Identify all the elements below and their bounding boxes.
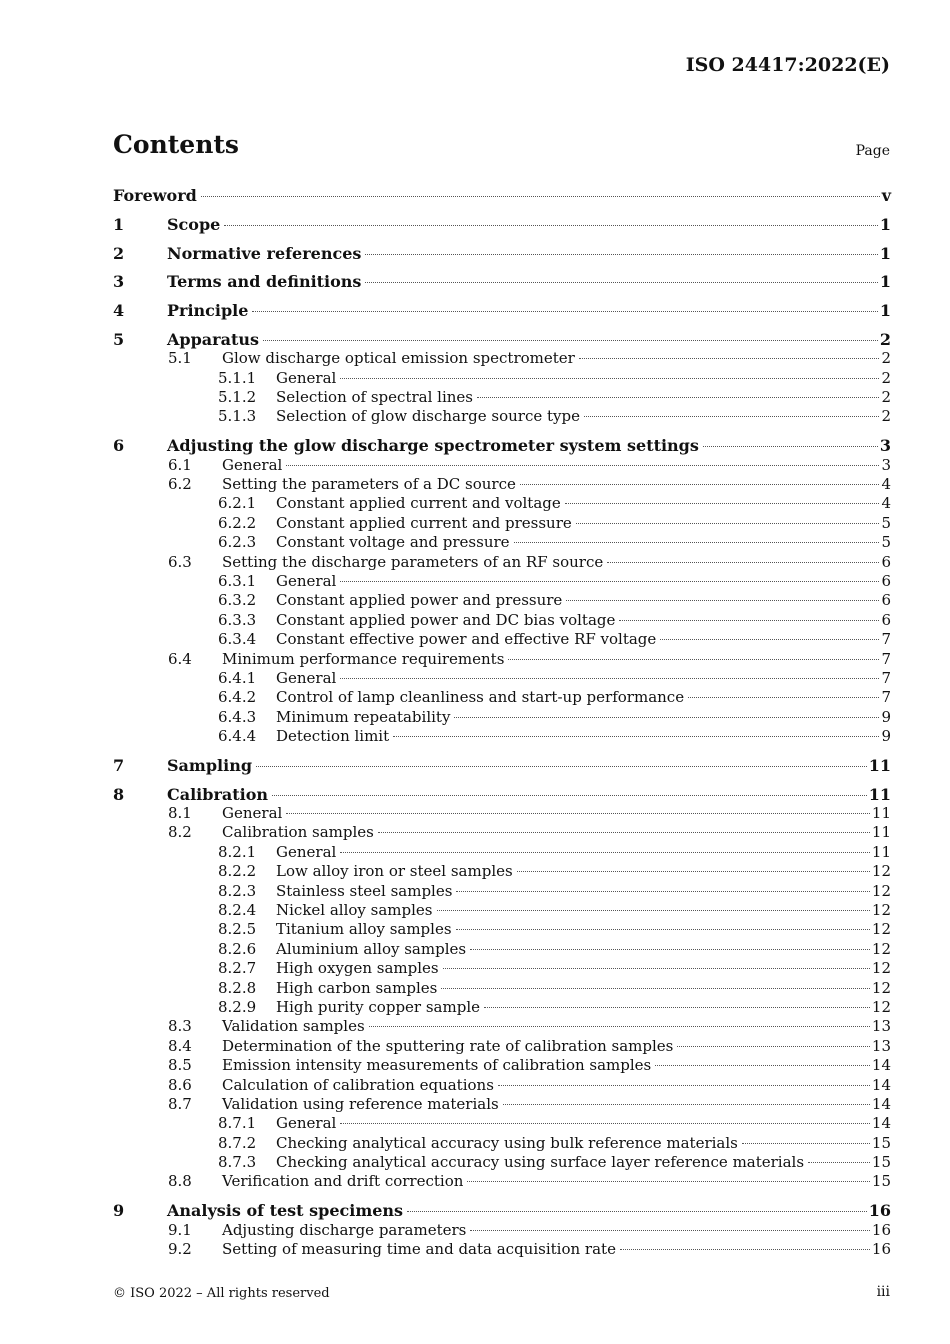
- dot-leader: [470, 1229, 870, 1231]
- toc-entry[interactable]: [113, 407, 891, 426]
- copyright-notice: © ISO 2022 – All rights reserved: [113, 1286, 330, 1301]
- toc-entry[interactable]: [113, 708, 891, 727]
- toc-entry[interactable]: [113, 1095, 891, 1114]
- toc-entry-page: 14: [871, 1075, 891, 1094]
- dot-leader: [808, 1161, 870, 1163]
- dot-leader: [655, 1064, 870, 1066]
- toc-entry-title: Normative references: [167, 243, 362, 263]
- toc-entry-page: 9: [881, 707, 891, 726]
- toc-entry-title: Scope: [167, 214, 221, 234]
- toc-entry-page: 7: [881, 649, 891, 668]
- table-of-contents: [113, 186, 891, 1259]
- dot-leader: [467, 1180, 870, 1182]
- toc-entry[interactable]: [113, 301, 891, 320]
- toc-entry-page: 4: [881, 494, 891, 513]
- toc-entry-title: Minimum performance requirements: [222, 649, 505, 668]
- dot-leader: [456, 890, 869, 892]
- toc-entry-number: 5.1.1: [218, 368, 257, 387]
- toc-entry-page: 1: [879, 301, 891, 321]
- toc-entry-title: Sampling: [167, 755, 253, 775]
- toc-entry-number: 5.1: [168, 349, 192, 368]
- toc-entry[interactable]: [113, 959, 891, 978]
- page-number: iii: [876, 1284, 890, 1300]
- dot-leader: [454, 716, 879, 718]
- dot-leader: [677, 1045, 870, 1047]
- toc-entry[interactable]: [113, 1201, 891, 1220]
- toc-entry-number: 8.2.2: [218, 862, 257, 881]
- toc-entry-title: Control of lamp cleanliness and start-up performance: [276, 688, 685, 707]
- toc-entry-title: General: [222, 455, 283, 474]
- toc-entry-page: 16: [871, 1240, 891, 1259]
- toc-entry-number: 6.4.3: [218, 707, 257, 726]
- toc-entry[interactable]: [113, 804, 891, 823]
- toc-entry-number: 6.3.3: [218, 610, 257, 629]
- toc-entry-title: General: [276, 368, 337, 387]
- toc-entry-page: v: [881, 186, 891, 205]
- toc-entry-number: 2: [113, 243, 125, 263]
- toc-entry-number: 6.1: [168, 455, 192, 474]
- toc-entry-page: 1: [879, 214, 891, 234]
- toc-entry-title: Adjusting the glow discharge spectrometer system settings: [167, 436, 699, 456]
- dot-leader: [365, 281, 877, 283]
- toc-entry-title: Calibration samples: [222, 823, 374, 842]
- toc-entry-title: Constant effective power and effective RF voltage: [276, 630, 657, 649]
- toc-entry-title: Validation samples: [222, 1017, 365, 1036]
- toc-entry-page: 7: [881, 668, 891, 687]
- toc-entry-number: 9.1: [168, 1220, 192, 1239]
- toc-entry-number: 6.4.1: [218, 668, 257, 687]
- toc-entry[interactable]: [113, 591, 891, 610]
- toc-entry-page: 2: [881, 388, 891, 407]
- toc-entry-number: 8.2.9: [218, 997, 257, 1016]
- dot-leader: [340, 677, 879, 679]
- toc-entry-number: 5.1.2: [218, 388, 257, 407]
- dot-leader: [619, 619, 879, 621]
- toc-entry-title: Setting of measuring time and data acquisition rate: [222, 1240, 616, 1259]
- dot-leader: [477, 396, 879, 398]
- toc-entry[interactable]: [113, 756, 891, 775]
- toc-entry-page: 6: [881, 552, 891, 571]
- toc-entry-number: 5.1.3: [218, 407, 257, 426]
- toc-entry-number: 6.2.3: [218, 533, 257, 552]
- dot-leader: [620, 1248, 870, 1250]
- toc-entry-page: 2: [881, 368, 891, 387]
- toc-entry-title: Aluminium alloy samples: [276, 939, 467, 958]
- toc-entry-number: 6.2: [168, 475, 192, 494]
- toc-entry-number: 6.2.1: [218, 494, 257, 513]
- toc-entry-number: 8: [113, 784, 125, 804]
- toc-entry-page: 11: [868, 755, 891, 775]
- toc-entry[interactable]: [113, 1114, 891, 1133]
- toc-entry[interactable]: [113, 669, 891, 688]
- toc-entry-page: 16: [868, 1201, 891, 1221]
- toc-entry-page: 1: [879, 243, 891, 263]
- toc-entry-page: 6: [881, 571, 891, 590]
- toc-entry[interactable]: [113, 1240, 891, 1259]
- toc-entry[interactable]: [113, 553, 891, 572]
- dot-leader: [443, 967, 870, 969]
- page-column-label: Page: [855, 143, 890, 159]
- toc-entry-number: 8.7.3: [218, 1153, 257, 1172]
- page-title: Contents: [113, 130, 240, 159]
- toc-entry-title: Nickel alloy samples: [276, 901, 433, 920]
- toc-entry-number: 9: [113, 1201, 125, 1221]
- toc-entry-title: Terms and definitions: [167, 272, 362, 292]
- toc-entry-number: 5: [113, 329, 125, 349]
- toc-entry-number: 8.2.6: [218, 939, 257, 958]
- toc-entry-page: 2: [881, 349, 891, 368]
- toc-entry[interactable]: [113, 688, 891, 707]
- dot-leader: [584, 415, 879, 417]
- toc-entry-title: Validation using reference materials: [222, 1094, 499, 1113]
- toc-entry-number: 8.3: [168, 1017, 192, 1036]
- toc-entry-title: Detection limit: [276, 727, 390, 746]
- toc-entry-number: 6.3: [168, 552, 192, 571]
- toc-entry[interactable]: [113, 272, 891, 291]
- toc-entry[interactable]: [113, 244, 891, 263]
- toc-entry-title: Constant applied power and DC bias voltage: [276, 610, 616, 629]
- toc-entry-page: 12: [871, 939, 891, 958]
- toc-entry-number: 4: [113, 301, 125, 321]
- toc-entry-page: 13: [871, 1036, 891, 1055]
- toc-entry-page: 12: [871, 978, 891, 997]
- toc-entry-page: 12: [871, 901, 891, 920]
- toc-entry[interactable]: [113, 436, 891, 455]
- toc-entry-title: Titanium alloy samples: [276, 920, 452, 939]
- toc-entry-title: High carbon samples: [276, 978, 438, 997]
- toc-entry-title: Stainless steel samples: [276, 881, 453, 900]
- toc-entry-number: 8.5: [168, 1056, 192, 1075]
- toc-entry[interactable]: [113, 630, 891, 649]
- toc-entry[interactable]: [113, 494, 891, 513]
- toc-entry[interactable]: [113, 1172, 891, 1191]
- dot-leader: [576, 522, 880, 524]
- toc-entry[interactable]: [113, 1076, 891, 1095]
- toc-entry-number: 8.2.8: [218, 978, 257, 997]
- dot-leader: [514, 541, 880, 543]
- toc-entry[interactable]: [113, 572, 891, 591]
- toc-entry[interactable]: [113, 843, 891, 862]
- toc-entry[interactable]: [113, 920, 891, 939]
- dot-leader: [688, 696, 879, 698]
- toc-entry-page: 11: [868, 784, 891, 804]
- toc-entry-number: 8.2.3: [218, 881, 257, 900]
- toc-entry[interactable]: [113, 862, 891, 881]
- dot-leader: [742, 1142, 870, 1144]
- toc-entry[interactable]: [113, 1037, 891, 1056]
- toc-entry-page: 13: [871, 1017, 891, 1036]
- toc-entry-title: Determination of the sputtering rate of calibration samples: [222, 1036, 674, 1055]
- toc-entry-page: 5: [881, 533, 891, 552]
- toc-entry-page: 14: [871, 1094, 891, 1113]
- toc-entry-title: Minimum repeatability: [276, 707, 451, 726]
- toc-entry-title: Selection of spectral lines: [276, 388, 473, 407]
- toc-entry-title: Verification and drift correction: [222, 1172, 464, 1191]
- toc-entry-title: General: [276, 571, 337, 590]
- toc-entry-title: Checking analytical accuracy using bulk reference materials: [276, 1133, 738, 1152]
- toc-entry-title: General: [276, 1114, 337, 1133]
- toc-entry-number: 8.4: [168, 1036, 192, 1055]
- dot-leader: [607, 561, 879, 563]
- toc-entry-title: Setting the discharge parameters of an RF source: [222, 552, 604, 571]
- dot-leader: [286, 812, 870, 814]
- toc-entry[interactable]: [113, 533, 891, 552]
- toc-entry-number: 6.3.1: [218, 571, 257, 590]
- toc-entry[interactable]: [113, 979, 891, 998]
- dot-leader: [252, 310, 877, 312]
- toc-entry[interactable]: [113, 475, 891, 494]
- dot-leader: [378, 831, 870, 833]
- toc-entry-number: 6.4: [168, 649, 192, 668]
- toc-entry-title: Constant applied current and pressure: [276, 513, 572, 532]
- toc-entry-page: 3: [881, 455, 891, 474]
- toc-entry-number: 8.2.4: [218, 901, 257, 920]
- dot-leader: [369, 1025, 870, 1027]
- toc-entry[interactable]: [113, 650, 891, 669]
- document-id: ISO 24417:2022(E): [685, 54, 890, 76]
- toc-entry-number: 7: [113, 755, 125, 775]
- dot-leader: [263, 339, 878, 341]
- dot-leader: [256, 765, 867, 767]
- toc-entry-number: 6.3.2: [218, 591, 257, 610]
- toc-entry-title: Calibration: [167, 784, 269, 804]
- toc-entry-page: 11: [871, 823, 891, 842]
- toc-entry[interactable]: [113, 369, 891, 388]
- toc-entry-title: Checking analytical accuracy using surface layer reference materials: [276, 1153, 805, 1172]
- toc-entry-number: 6: [113, 436, 125, 456]
- toc-entry-page: 5: [881, 513, 891, 532]
- dot-leader: [201, 195, 880, 197]
- dot-leader: [579, 357, 880, 359]
- toc-entry-number: 3: [113, 272, 125, 292]
- toc-entry[interactable]: [113, 998, 891, 1017]
- toc-entry[interactable]: [113, 727, 891, 746]
- toc-entry-title: Constant voltage and pressure: [276, 533, 510, 552]
- dot-leader: [286, 464, 879, 466]
- dot-leader: [224, 224, 878, 226]
- dot-leader: [520, 483, 880, 485]
- dot-leader: [498, 1084, 870, 1086]
- toc-entry[interactable]: [113, 1134, 891, 1153]
- toc-entry-number: 8.2.1: [218, 842, 257, 861]
- toc-entry-number: 8.1: [168, 804, 192, 823]
- dot-leader: [508, 658, 879, 660]
- dot-leader: [437, 909, 870, 911]
- toc-entry-page: 12: [871, 881, 891, 900]
- dot-leader: [340, 377, 879, 379]
- toc-entry-title: Adjusting discharge parameters: [222, 1220, 467, 1239]
- toc-entry-title: Constant applied power and pressure: [276, 591, 563, 610]
- toc-entry[interactable]: [113, 1056, 891, 1075]
- toc-entry-number: 9.2: [168, 1240, 192, 1259]
- toc-entry[interactable]: [113, 349, 891, 368]
- toc-entry-page: 15: [871, 1172, 891, 1191]
- toc-entry-number: 6.4.4: [218, 727, 257, 746]
- toc-entry-page: 6: [881, 610, 891, 629]
- dot-leader: [340, 580, 879, 582]
- toc-entry-number: 1: [113, 214, 125, 234]
- toc-entry-page: 14: [871, 1114, 891, 1133]
- toc-entry-page: 1: [879, 272, 891, 292]
- toc-entry-title: Foreword: [113, 186, 197, 205]
- dot-leader: [503, 1103, 870, 1105]
- toc-entry-title: Low alloy iron or steel samples: [276, 862, 513, 881]
- toc-entry-page: 2: [881, 407, 891, 426]
- toc-entry-title: Glow discharge optical emission spectrometer: [222, 349, 575, 368]
- dot-leader: [470, 948, 870, 950]
- toc-entry-page: 15: [871, 1133, 891, 1152]
- toc-entry-page: 4: [881, 475, 891, 494]
- dot-leader: [272, 794, 867, 796]
- toc-entry-page: 15: [871, 1153, 891, 1172]
- toc-entry-page: 12: [871, 920, 891, 939]
- toc-entry[interactable]: [113, 186, 891, 205]
- toc-entry-page: 11: [871, 804, 891, 823]
- toc-entry-page: 7: [881, 630, 891, 649]
- toc-entry-title: General: [276, 842, 337, 861]
- dot-leader: [703, 445, 878, 447]
- dot-leader: [365, 253, 877, 255]
- dot-leader: [566, 599, 879, 601]
- toc-entry-number: 8.2.5: [218, 920, 257, 939]
- toc-entry-page: 2: [879, 329, 891, 349]
- toc-entry[interactable]: [113, 1221, 891, 1240]
- toc-entry-number: 8.2.7: [218, 959, 257, 978]
- dot-leader: [484, 1006, 870, 1008]
- toc-entry-page: 12: [871, 959, 891, 978]
- dot-leader: [407, 1210, 867, 1212]
- toc-entry[interactable]: [113, 940, 891, 959]
- toc-entry[interactable]: [113, 611, 891, 630]
- toc-entry-title: General: [222, 804, 283, 823]
- toc-entry-title: Selection of glow discharge source type: [276, 407, 581, 426]
- toc-entry-page: 16: [871, 1220, 891, 1239]
- toc-entry[interactable]: [113, 1017, 891, 1036]
- toc-entry-title: Setting the parameters of a DC source: [222, 475, 516, 494]
- toc-entry[interactable]: [113, 215, 891, 234]
- toc-entry-number: 8.7.2: [218, 1133, 257, 1152]
- toc-entry-number: 8.6: [168, 1075, 192, 1094]
- dot-leader: [441, 987, 870, 989]
- toc-entry-number: 8.7: [168, 1094, 192, 1113]
- toc-entry-title: High oxygen samples: [276, 959, 439, 978]
- toc-entry-page: 12: [871, 862, 891, 881]
- toc-entry-number: 6.3.4: [218, 630, 257, 649]
- toc-entry-page: 6: [881, 591, 891, 610]
- toc-entry[interactable]: [113, 514, 891, 533]
- toc-entry[interactable]: [113, 330, 891, 349]
- toc-entry[interactable]: [113, 456, 891, 475]
- toc-entry[interactable]: [113, 1153, 891, 1172]
- toc-entry-title: Calculation of calibration equations: [222, 1075, 494, 1094]
- toc-entry-title: Emission intensity measurements of calibration samples: [222, 1056, 652, 1075]
- toc-entry-title: Analysis of test specimens: [167, 1201, 404, 1221]
- toc-entry-page: 3: [879, 436, 891, 456]
- toc-entry-number: 8.8: [168, 1172, 192, 1191]
- toc-entry-page: 11: [871, 842, 891, 861]
- toc-entry[interactable]: [113, 882, 891, 901]
- toc-entry-number: 8.2: [168, 823, 192, 842]
- toc-entry-title: General: [276, 668, 337, 687]
- toc-entry-page: 12: [871, 997, 891, 1016]
- toc-entry-page: 7: [881, 688, 891, 707]
- toc-entry-title: High purity copper sample: [276, 997, 481, 1016]
- toc-entry[interactable]: [113, 901, 891, 920]
- dot-leader: [340, 851, 870, 853]
- dot-leader: [340, 1122, 870, 1124]
- dot-leader: [393, 735, 879, 737]
- toc-entry-title: Principle: [167, 301, 249, 321]
- toc-entry-number: 8.7.1: [218, 1114, 257, 1133]
- toc-entry[interactable]: [113, 823, 891, 842]
- dot-leader: [517, 870, 870, 872]
- toc-entry-title: Apparatus: [167, 329, 259, 349]
- dot-leader: [565, 502, 880, 504]
- toc-entry-page: 14: [871, 1056, 891, 1075]
- toc-entry[interactable]: [113, 785, 891, 804]
- toc-entry-number: 6.2.2: [218, 513, 257, 532]
- toc-entry-page: 9: [881, 727, 891, 746]
- toc-entry-title: Constant applied current and voltage: [276, 494, 561, 513]
- toc-entry[interactable]: [113, 388, 891, 407]
- dot-leader: [660, 638, 879, 640]
- toc-entry-number: 6.4.2: [218, 688, 257, 707]
- dot-leader: [456, 928, 870, 930]
